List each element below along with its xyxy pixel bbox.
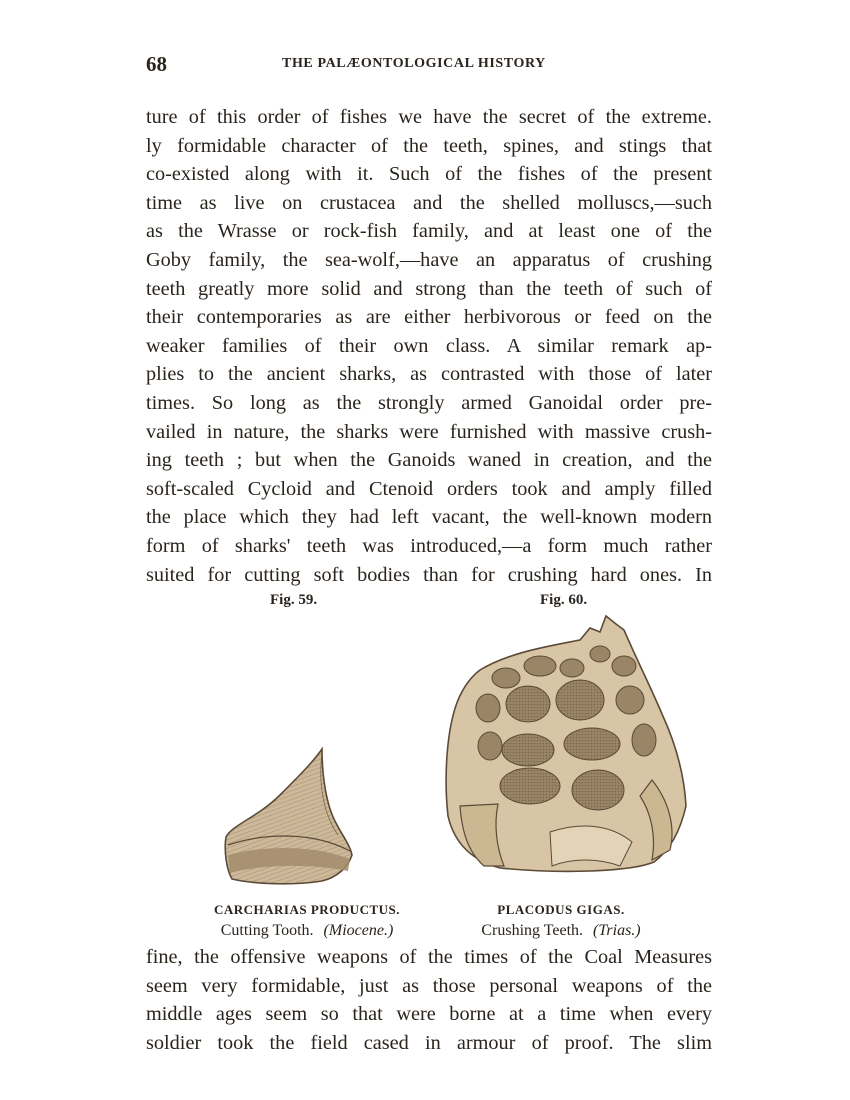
text-line: times. So long as the strongly armed Ganoidal order pre- [146,391,712,414]
crushing-teeth-illustration [440,610,692,880]
text-line: weaker families of their own class. A similar remark ap- [146,334,712,357]
figure-59-description-line [184,922,430,940]
text-line: middle ages seem so that were borne at a time when every [146,1003,712,1026]
figure-60-description-line [448,922,674,940]
text-line: their contemporaries as are either herbivorous or feed on the [146,306,712,329]
figure-60-era: (Trias.) [593,922,641,939]
figure-60-label: Fig. 60. [540,592,588,608]
shark-tooth-illustration [218,745,358,887]
text-line: seem very formidable, just as those personal weapons of the [146,974,712,997]
figure-60-caption [448,902,674,940]
text-line: ly formidable character of the teeth, spines, and stings that [146,134,712,157]
text-line: teeth greatly more solid and strong than the teeth of such of [146,277,712,300]
text-line: vailed in nature, the sharks were furnished with massive crush- [146,420,712,443]
figure-59-species: CARCHARIAS PRODUCTUS. [213,902,400,917]
page-number: 68 [146,52,167,76]
running-head: THE PALÆONTOLOGICAL HISTORY [282,56,546,71]
paragraph-top [146,103,712,589]
text-line: Goby family, the sea-wolf,—have an apparatus of crushing [146,248,712,271]
figure-59-caption [184,902,430,940]
text-line: as the Wrasse or rock-fish family, and at least one of the [146,220,712,243]
text-line: soldier took the field cased in armour of proof. The slim [146,1031,712,1054]
figure-59-description: Cutting Tooth. [220,922,314,939]
figure-60-species: PLACODUS GIGAS. [497,902,625,917]
text-line: ing teeth ; but when the Ganoids waned in creation, and the [146,449,712,472]
text-line: plies to the ancient sharks, as contrasted with those of later [146,363,712,386]
figure-60-description: Crushing Teeth. [481,922,584,939]
text-line: fine, the offensive weapons of the times of the Coal Measures [146,946,712,968]
text-line: suited for cutting soft bodies than for crushing hard ones. In [146,563,712,586]
page-header [146,50,712,78]
text-line: ture of this order of fishes we have the secret of the extreme. [146,106,712,128]
paragraph-bottom [146,943,712,1057]
text-line: co-existed along with it. Such of the fishes of the present [146,163,712,186]
text-line: the place which they had left vacant, the well-known modern [146,506,712,529]
figure-59-label: Fig. 59. [270,592,318,608]
text-line: time as live on crustacea and the shelled molluscs,—such [146,191,712,214]
text-line: soft-scaled Cycloid and Ctenoid orders took and amply filled [146,477,712,500]
text-line: form of sharks' teeth was introduced,—a form much rather [146,534,712,557]
figure-59-era: (Miocene.) [323,922,394,939]
